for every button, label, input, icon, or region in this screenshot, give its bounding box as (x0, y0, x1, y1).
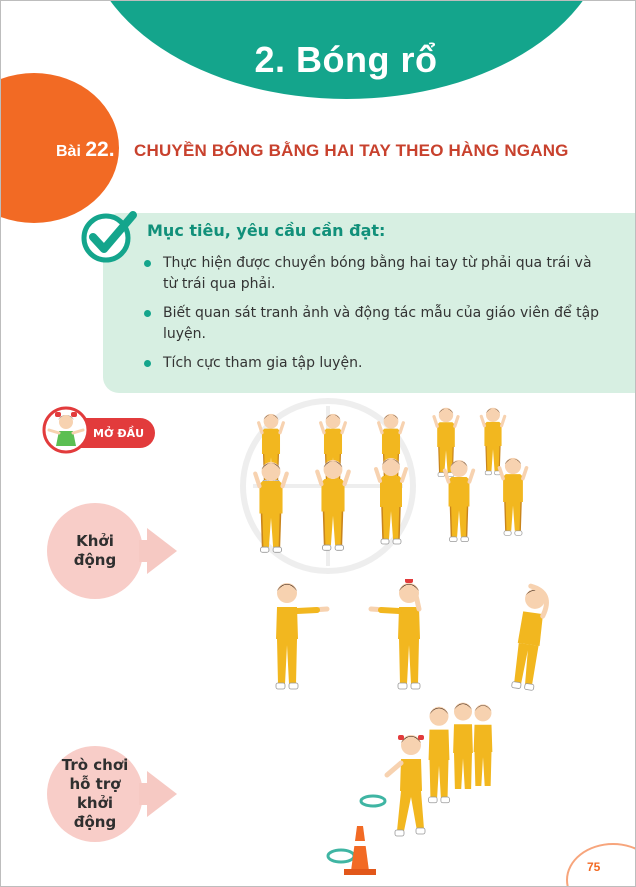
warmup-group-illustration (241, 401, 541, 581)
objective-item (141, 253, 601, 295)
warmup-label-line1: Khởi (76, 532, 114, 550)
objective-item (141, 353, 601, 374)
objective-text: Tích cực tham gia tập luyện. (163, 355, 363, 371)
stretching-illustration (259, 579, 579, 699)
lesson-title: CHUYỀN BÓNG BẰNG HAI TAY THEO HÀNG NGANG (134, 141, 569, 160)
arrow-right-icon (147, 771, 177, 817)
page-corner-decoration (566, 843, 636, 887)
intro-badge-label: MỞ ĐẦU (93, 427, 145, 440)
game-bubble (47, 746, 143, 842)
game-illustration (311, 691, 511, 881)
objective-item (141, 303, 601, 345)
chapter-title: 2. Bóng rổ (254, 39, 438, 80)
lesson-number-value: 22. (85, 138, 115, 161)
bullet-icon (144, 260, 151, 267)
girl-mascot-icon (41, 406, 91, 454)
bullet-icon (144, 310, 151, 317)
arrow-right-icon (147, 528, 177, 574)
objectives-title: Mục tiêu, yêu cầu cần đạt: (147, 221, 386, 240)
check-icon (79, 207, 137, 265)
lesson-number (56, 138, 115, 162)
warmup-bubble (47, 503, 143, 599)
objective-text: Biết quan sát tranh ảnh và động tác mẫu của giáo viên để tập luyện. (163, 305, 600, 342)
objective-text: Thực hiện được chuyền bóng bằng hai tay từ phải qua trái và từ trái qua phải. (163, 255, 592, 292)
bullet-icon (144, 360, 151, 367)
game-label: Trò chơi hỗ trợ khởi động (61, 756, 129, 831)
objectives-list (141, 253, 601, 382)
page-number: 75 (587, 860, 601, 874)
lesson-prefix: Bài (56, 143, 81, 160)
warmup-label-line2: động (73, 551, 117, 569)
